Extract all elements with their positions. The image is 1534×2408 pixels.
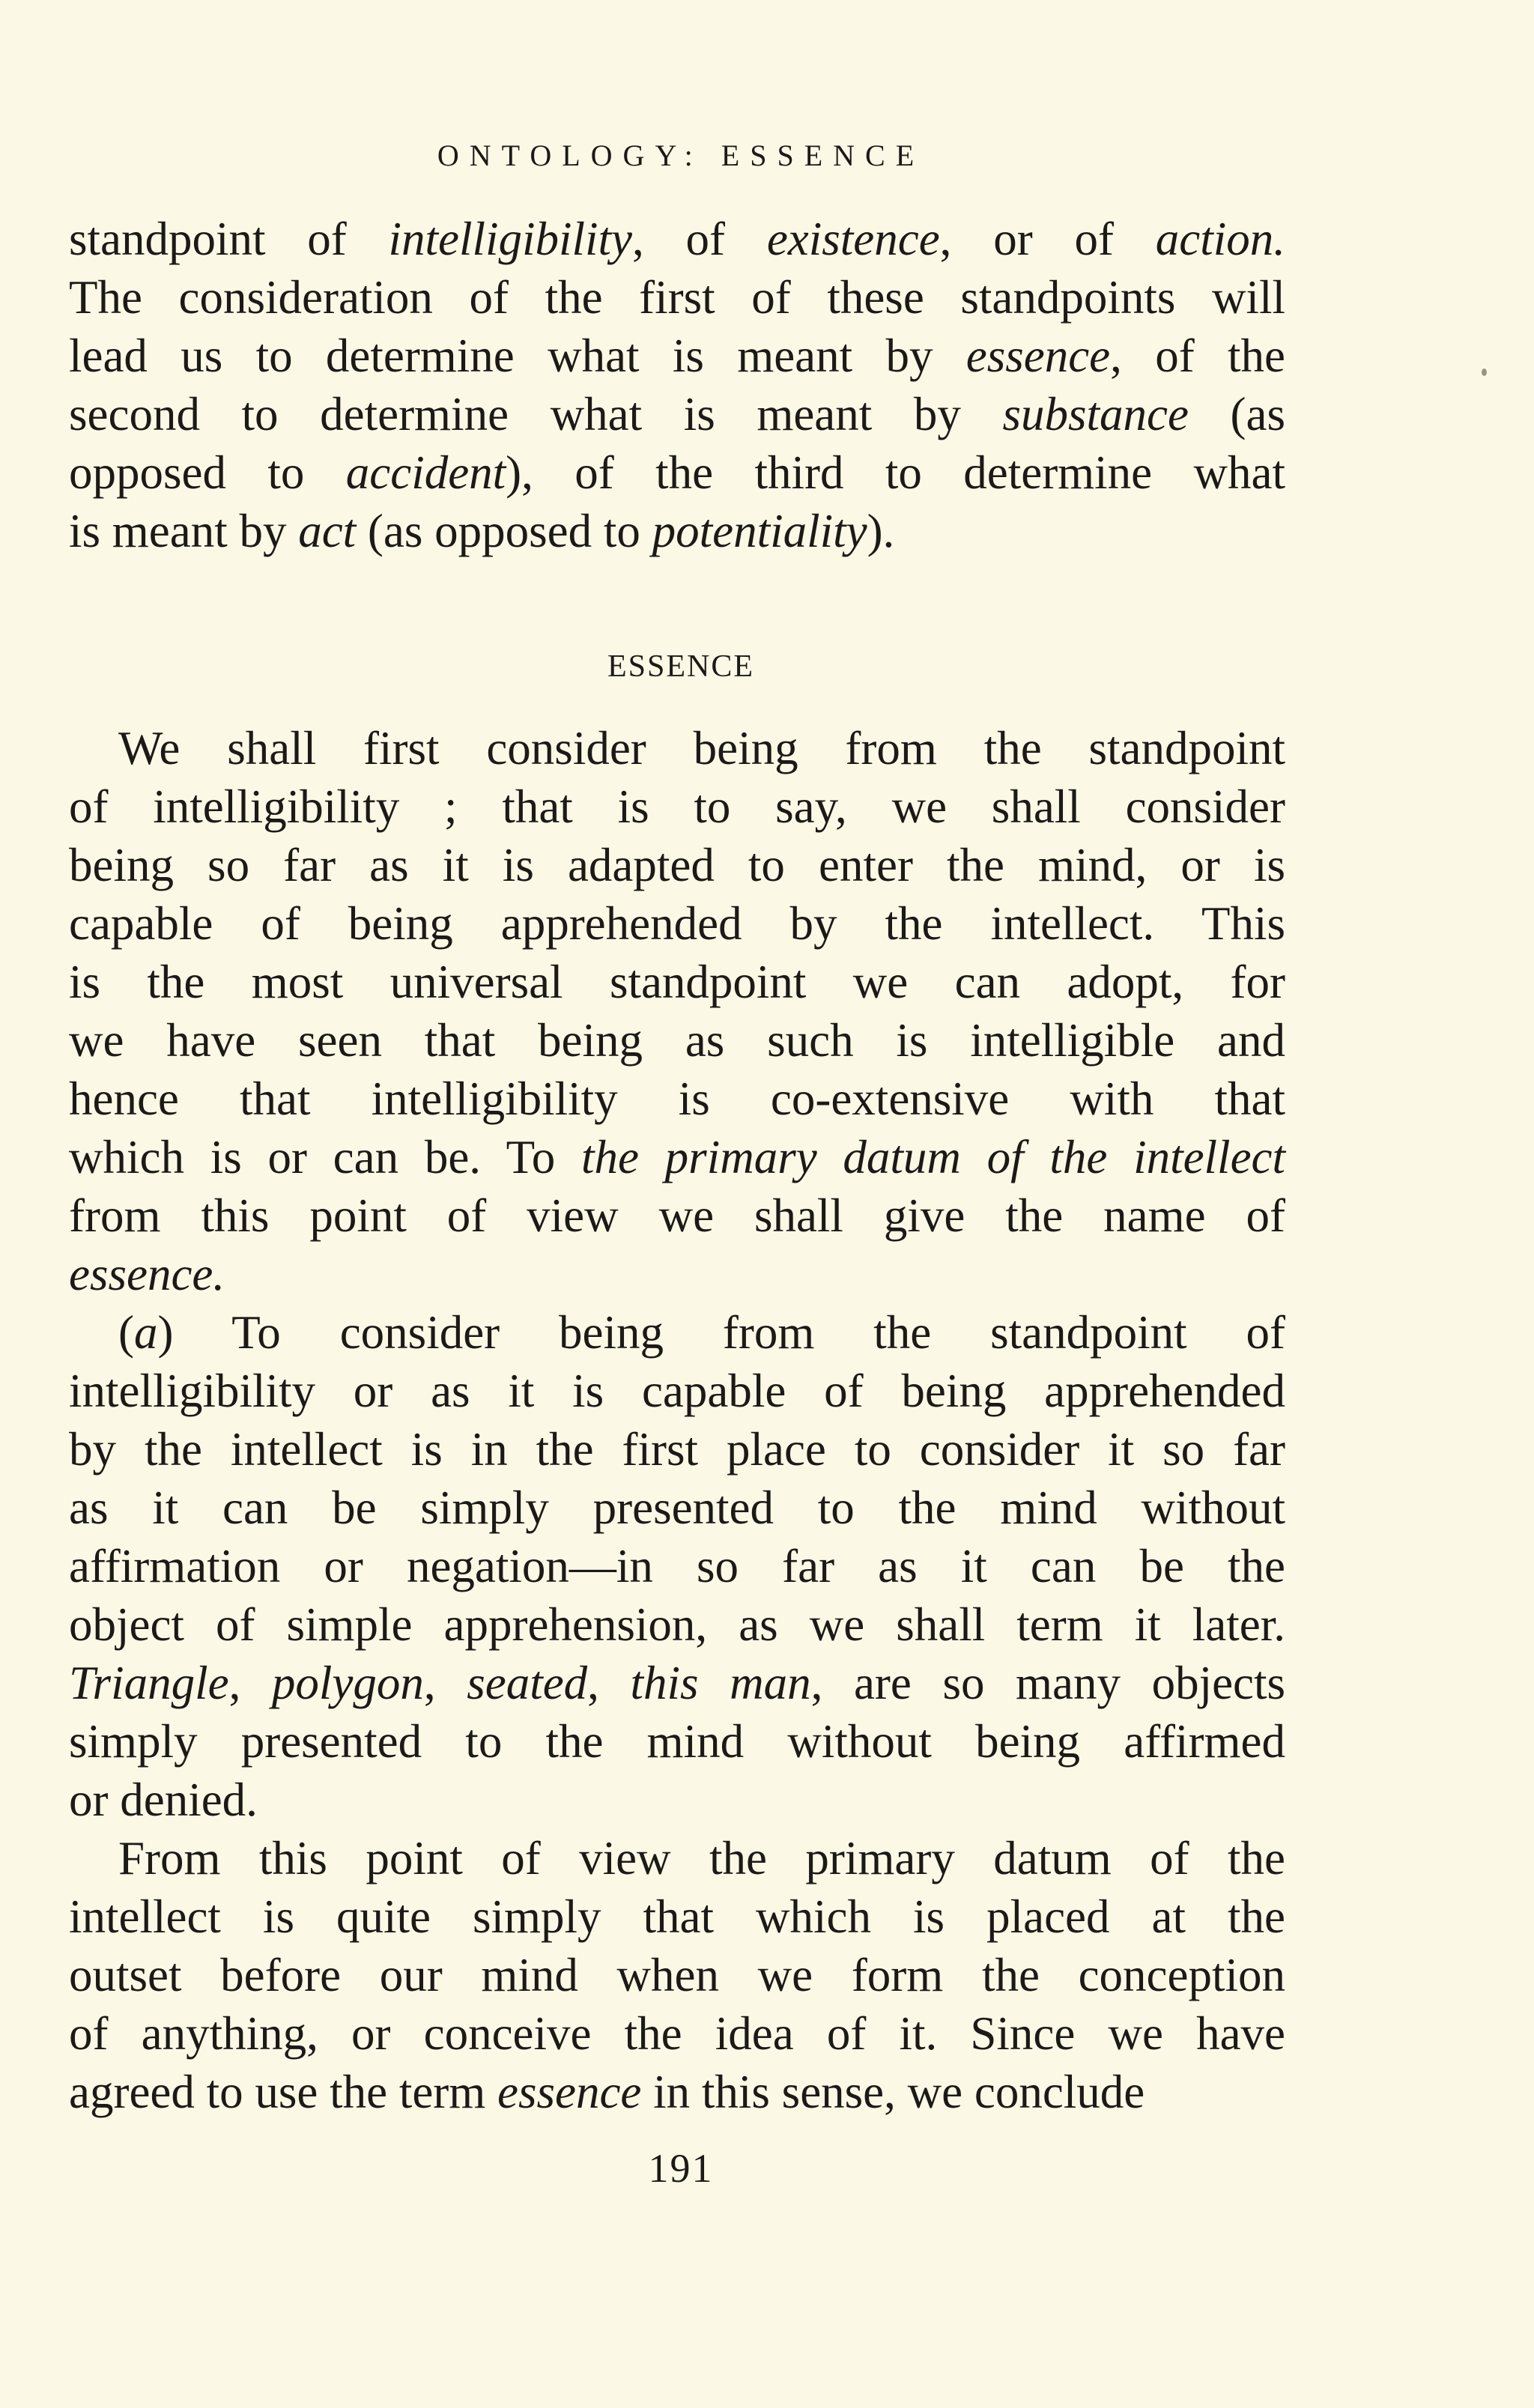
text-line bbox=[69, 2004, 1285, 2063]
text-run: standpoint of bbox=[69, 213, 389, 265]
italic-text: seated bbox=[467, 1657, 588, 1709]
text-run: ( bbox=[118, 1306, 134, 1359]
italic-text: intelligibility bbox=[388, 213, 633, 265]
text-run: simply presented to the mind without being affirmed bbox=[69, 1715, 1285, 1768]
text-line bbox=[69, 268, 1285, 327]
text-run: The consideration of the first of these standpoints will bbox=[69, 271, 1285, 324]
text-line bbox=[69, 385, 1285, 443]
text-line bbox=[69, 836, 1285, 894]
text-line bbox=[69, 1245, 1285, 1303]
text-run: by the intellect is in the first place to consider it so far bbox=[69, 1423, 1285, 1476]
text-run: of anything, or conceive the idea of it. Since we have bbox=[69, 2007, 1285, 2060]
italic-text: essence bbox=[965, 330, 1111, 382]
text-line bbox=[69, 1537, 1285, 1595]
text-line bbox=[69, 2063, 1285, 2121]
italic-text: substance bbox=[1002, 388, 1189, 440]
text-run: (as opposed to bbox=[356, 505, 652, 557]
text-line bbox=[69, 1070, 1285, 1128]
text-run: second to determine what is meant by bbox=[69, 388, 1003, 440]
text-run: capable of being apprehended by the intellect. This bbox=[69, 897, 1285, 950]
text-line bbox=[69, 1420, 1285, 1479]
text-line bbox=[69, 953, 1285, 1011]
text-run: , of the bbox=[1110, 330, 1285, 382]
text-line bbox=[69, 1128, 1285, 1186]
text-line bbox=[69, 894, 1285, 953]
section-heading: ESSENCE bbox=[607, 649, 755, 684]
text-run: being so far as it is adapted to enter the mind, or is bbox=[69, 839, 1285, 891]
text-run: affirmation or negation—in so far as it can be the bbox=[69, 1540, 1285, 1592]
body-text bbox=[69, 719, 1285, 2121]
text-run: , are so many objects bbox=[810, 1657, 1286, 1709]
text-run: From this point of view the primary datum of the bbox=[118, 1832, 1285, 1884]
text-run: is the most universal standpoint we can adopt, for bbox=[69, 956, 1285, 1008]
text-run: lead us to determine what is meant by bbox=[69, 330, 966, 382]
text-line bbox=[69, 1011, 1285, 1070]
text-line bbox=[69, 777, 1285, 836]
text-run: or denied. bbox=[69, 1774, 258, 1826]
italic-text: action. bbox=[1155, 213, 1285, 265]
italic-text: the primary datum of the intellect bbox=[580, 1131, 1285, 1183]
text-line bbox=[69, 502, 1285, 560]
text-run: intellect is quite simply that which is placed at the bbox=[69, 1890, 1285, 1943]
text-run: which is or can be. To bbox=[69, 1131, 581, 1183]
text-run: ). bbox=[867, 505, 895, 557]
text-run: We shall first consider being from the standpoint bbox=[118, 722, 1285, 774]
text-line bbox=[69, 1771, 1285, 1829]
opening-paragraph bbox=[69, 210, 1285, 560]
text-run: , or of bbox=[939, 213, 1156, 265]
text-line bbox=[69, 1595, 1285, 1654]
text-run: as it can be simply presented to the mind without bbox=[69, 1482, 1285, 1534]
running-head: ONTOLOGY: ESSENCE bbox=[437, 139, 925, 172]
page-number: 191 bbox=[648, 2146, 714, 2191]
text-run: object of simple apprehension, as we shall term it later. bbox=[69, 1598, 1285, 1651]
text-run: of intelligibility ; that is to say, we shall consider bbox=[69, 780, 1285, 833]
text-line bbox=[69, 1946, 1285, 2004]
text-line bbox=[69, 443, 1285, 502]
text-line bbox=[69, 1479, 1285, 1537]
italic-text: this man bbox=[630, 1657, 811, 1709]
text-line bbox=[69, 1712, 1285, 1771]
italic-text: essence. bbox=[69, 1248, 225, 1300]
italic-text: Triangle bbox=[69, 1657, 229, 1709]
text-line bbox=[69, 1829, 1285, 1887]
italic-text: act bbox=[298, 505, 357, 557]
italic-text: existence bbox=[766, 213, 940, 265]
text-run: , of bbox=[632, 213, 767, 265]
text-run: opposed to bbox=[69, 446, 346, 499]
text-line bbox=[69, 1303, 1285, 1362]
text-line bbox=[69, 1186, 1285, 1245]
text-run: intelligibility or as it is capable of being apprehended bbox=[69, 1365, 1285, 1417]
italic-text: potentiality bbox=[652, 505, 867, 557]
text-run: ), of the third to determine what bbox=[506, 446, 1285, 499]
text-run: outset before our mind when we form the conception bbox=[69, 1949, 1285, 2001]
text-run: from this point of view we shall give the name of bbox=[69, 1189, 1285, 1242]
text-run: hence that intelligibility is co-extensive with that bbox=[69, 1073, 1285, 1125]
italic-text: polygon bbox=[271, 1657, 424, 1709]
italic-text: essence bbox=[497, 2066, 642, 2118]
text-line bbox=[69, 327, 1285, 385]
text-run: we have seen that being as such is intelligible and bbox=[69, 1014, 1285, 1067]
text-run: (as bbox=[1188, 388, 1285, 440]
text-run: agreed to use the term bbox=[69, 2066, 498, 2118]
text-line bbox=[69, 210, 1285, 268]
italic-text: accident bbox=[345, 446, 506, 499]
text-line bbox=[69, 1887, 1285, 1946]
italic-text: a bbox=[133, 1306, 158, 1359]
text-run: ) To consider being from the standpoint of bbox=[157, 1306, 1285, 1359]
text-line bbox=[69, 1654, 1285, 1712]
text-line bbox=[69, 719, 1285, 777]
text-run: , bbox=[423, 1657, 467, 1709]
text-run: is meant by bbox=[69, 505, 299, 557]
text-run: , bbox=[587, 1657, 631, 1709]
print-speck bbox=[1482, 369, 1487, 376]
text-line bbox=[69, 1362, 1285, 1420]
text-run: , bbox=[228, 1657, 272, 1709]
text-run: in this sense, we conclude bbox=[641, 2066, 1145, 2118]
